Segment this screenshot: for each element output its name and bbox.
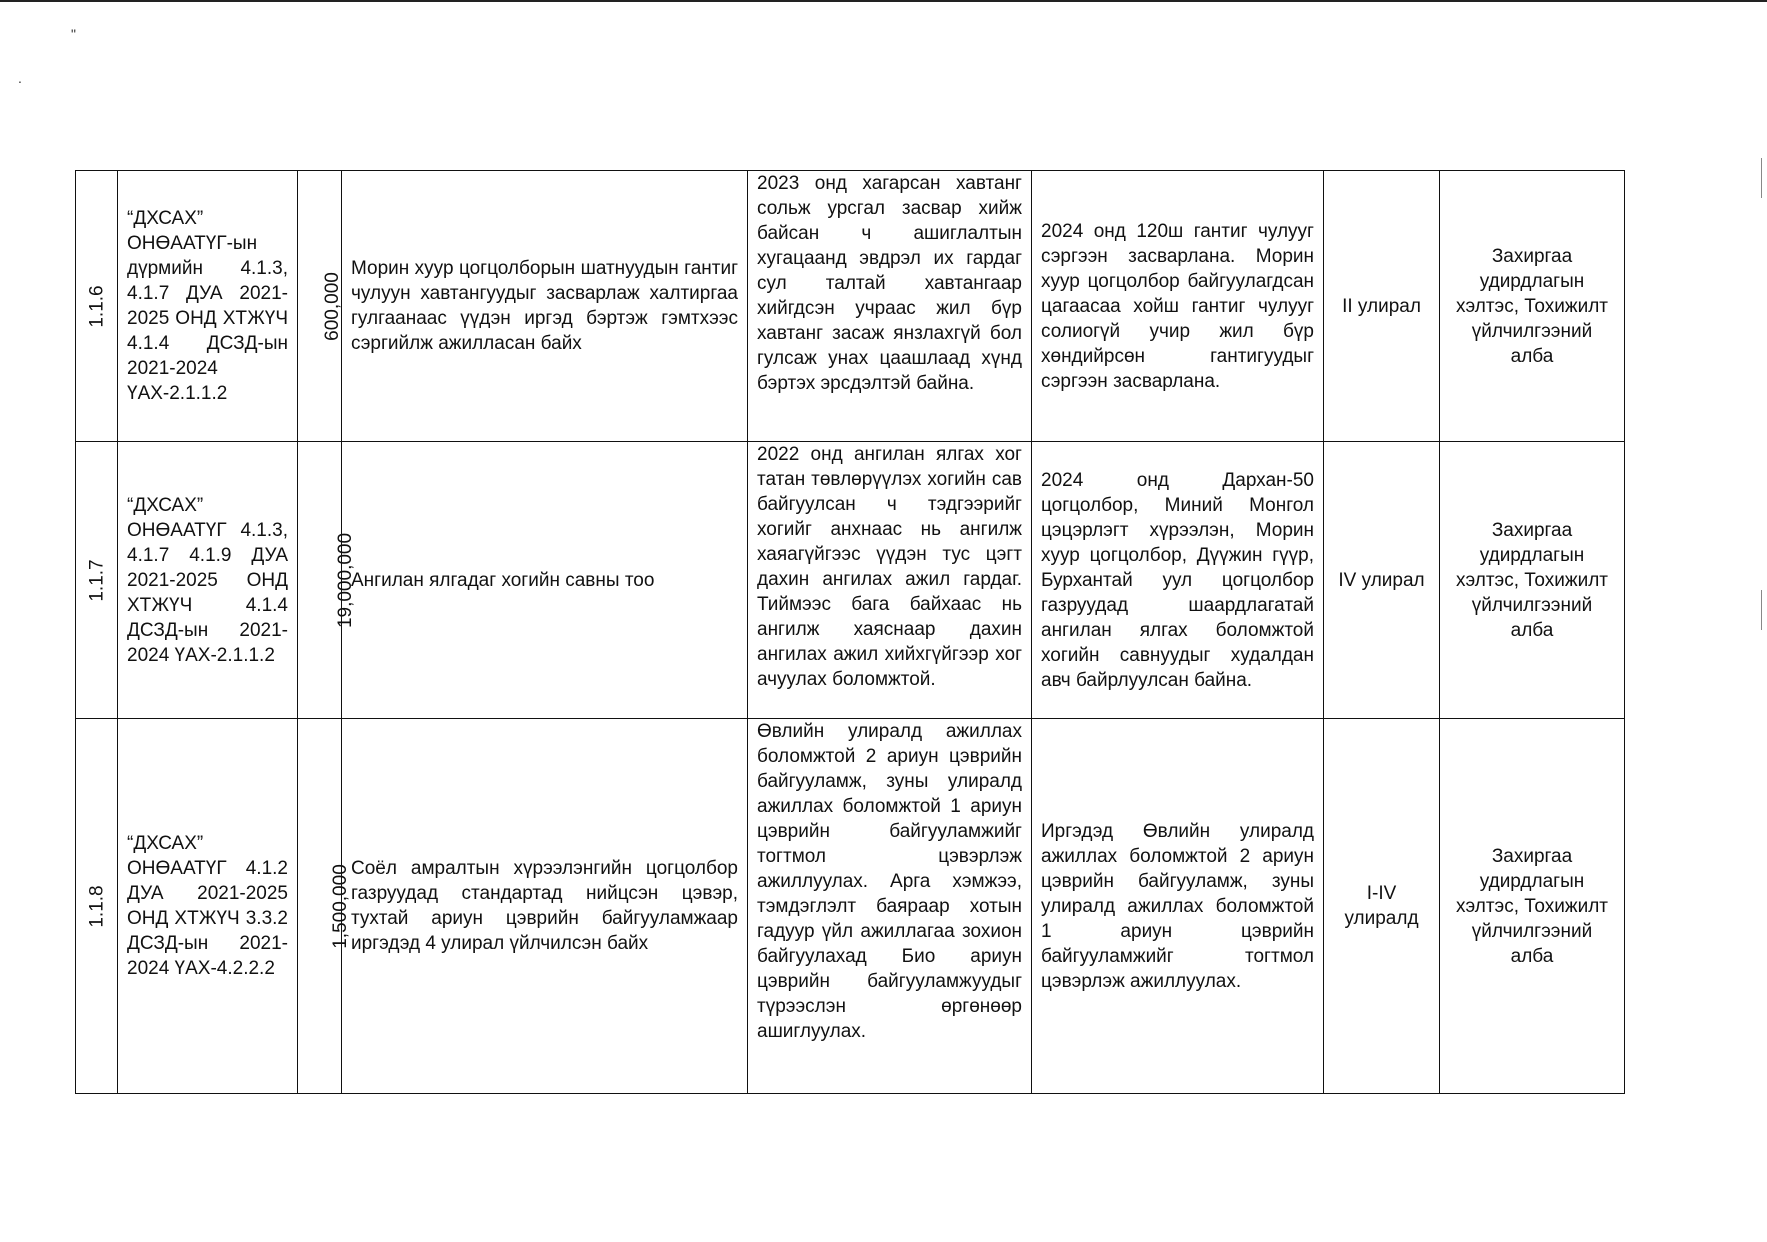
goal-cell: Соёл амралтын хүрээлэнгийн цогцолбор газруудад стандартад нийцсэн цэвэр, тухтай ариун цэврийн байгууламжаар иргэдэд 4 улирал үйлчилсэн байх: [342, 719, 748, 1094]
problem-cell: Өвлийн улиралд ажиллах боломжтой 2 ариун цэврийн байгууламж, зуны улиралд ажиллах боломжтой 1 ариун цэврийн байгууламжийг тогтмол цэвэрлэж ажиллуулах. Арга хэмжээ, тэмдэглэлт баяраар хотын гадуур үйл ажиллагаа зохион байгуулахад Био ариун цэврийн байгууламжуудыг түрээслэн өргөнөөр ашиглуулах.: [748, 719, 1032, 1094]
goal-cell: Ангилан ялгадаг хогийн савны тоо: [342, 442, 748, 719]
table-row: [76, 719, 1625, 1094]
scan-mark: .: [18, 70, 22, 86]
page-top-border: [0, 0, 1767, 2]
basis-cell: “ДХСАХ” ОНӨААТҮГ 4.1.3, 4.1.7 4.1.9 ДУА 2021-2025 ОНД ХТЖҮЧ 4.1.4 ДСЗД-ын 2021-2024 ҮАХ-2.1.1.2: [118, 442, 298, 719]
period-cell: II улирал: [1324, 171, 1440, 442]
department-cell: Захиргаа удирдлагын хэлтэс, Тохижилт үйлчилгээний алба: [1440, 442, 1625, 719]
solution-cell: 2024 онд 120ш гантиг чулууг сэргээн засварлана. Морин хуур цогцолбор байгуулагдсан цагаасаа хойш гантиг чулууг солиогүй учир жил бүр хөндийрсөн гантигуудыг сэргээн засварлана.: [1032, 171, 1324, 442]
budget-amount: 19,000,000: [335, 532, 357, 628]
period-cell: I-IV улиралд: [1324, 719, 1440, 1094]
row-code-cell: [76, 442, 118, 719]
basis-cell: “ДХСАХ” ОНӨААТҮГ-ын дүрмийн 4.1.3, 4.1.7 ДУА 2021-2025 ОНД ХТЖҮЧ 4.1.4 ДСЗД-ын 2021-2024 ҮАХ-2.1.1.2: [118, 171, 298, 442]
budget-cell: [298, 719, 351, 1094]
solution-cell: 2024 онд Дархан-50 цогцолбор, Миний Монгол цэцэрлэгт хүрээлэн, Морин хуур цогцолбор, Дүүжин гүүр, Бурхантай уул цогцолбор газруудад шаардлагатай ангилан ялгах боломжтой хогийн савнуудыг худалдан авч байрлуулсан байна.: [1032, 442, 1324, 719]
period-cell: IV улирал: [1324, 442, 1440, 719]
row-code: 1.1.7: [86, 558, 108, 602]
basis-cell: “ДХСАХ” ОНӨААТҮГ 4.1.2 ДУА 2021-2025 ОНД ХТЖҮЧ 3.3.2 ДСЗД-ын 2021-2024 ҮАХ-4.2.2.2: [118, 719, 298, 1094]
budget-cell: [298, 171, 342, 442]
scan-edge-mark: [1761, 590, 1762, 630]
plan-table: [75, 170, 1625, 1094]
problem-cell: 2023 онд хагарсан хавтанг сольж урсгал засвар хийж байсан ч ашиглалтын хугацаанд эвдрэл их гардаг сул талтай хавтангаар хийгдсэн учраас жил бүр хавтанг засаж янзлахгүй бол гулсаж унах цаашлаад хүнд бэртэх эрсдэлтэй байна.: [748, 171, 1032, 442]
budget-amount: 1,500,000: [329, 863, 351, 949]
budget-cell: [298, 442, 357, 719]
scan-mark: ": [71, 26, 76, 42]
department-cell: Захиргаа удирдлагын хэлтэс, Тохижилт үйлчилгээний алба: [1440, 719, 1625, 1094]
row-code-cell: [76, 171, 118, 442]
scan-edge-mark: [1761, 158, 1762, 198]
budget-amount: 600,000: [321, 271, 343, 341]
table-row: [76, 171, 1625, 442]
department-cell: Захиргаа удирдлагын хэлтэс, Тохижилт үйлчилгээний алба: [1440, 171, 1625, 442]
row-code: 1.1.8: [86, 884, 108, 928]
problem-cell: 2022 онд ангилан ялгах хог татан төвлөрүүлэх хогийн сав байгуулсан ч тэдгээрийг хогийг анхнаас нь ангилж хаяагүйгээс үүдэн тус цэгт дахин ангилах ажил гардаг. Тиймээс бага байхаас нь ангилж хаяснаар дахин ангилах ажил хийхгүйгээр хог ачуулах боломжтой.: [748, 442, 1032, 719]
row-code-cell: [76, 719, 118, 1094]
solution-cell: Иргэдэд Өвлийн улиралд ажиллах боломжтой 2 ариун цэврийн байгууламж, зуны улиралд ажиллах боломжтой 1 ариун цэврийн байгууламжийг тогтмол цэвэрлэж ажиллуулах.: [1032, 719, 1324, 1094]
table-row: [76, 442, 1625, 719]
goal-cell: Морин хуур цогцолборын шатнуудын гантиг чулуун хавтангуудыг засварлаж халтиргаа гулгаанаас үүдэн иргэд бэртэж гэмтхээс сэргийлж ажилласан байх: [342, 171, 748, 442]
row-code: 1.1.6: [86, 284, 108, 328]
